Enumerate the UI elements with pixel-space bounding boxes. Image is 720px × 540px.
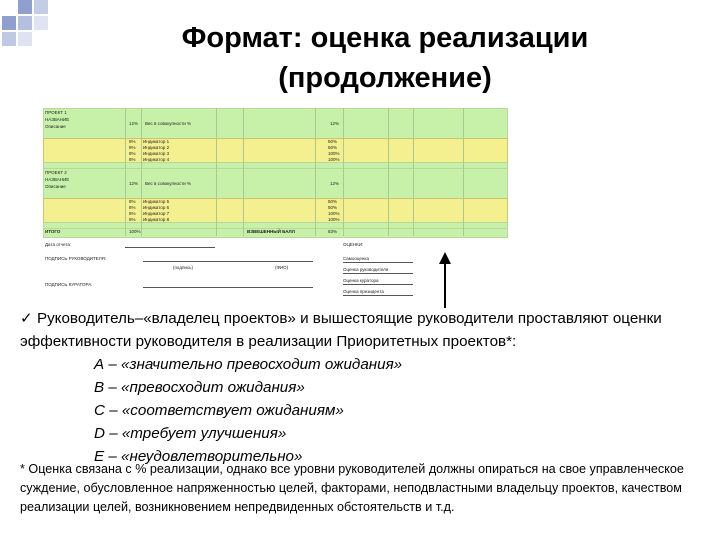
project1-desc: Описание bbox=[45, 124, 66, 129]
project2-result: 12% bbox=[330, 181, 340, 186]
project1-title: ПРОЕКТ 1 bbox=[45, 110, 67, 115]
project2-indicators bbox=[43, 198, 508, 224]
project1-goal: Вес в совокупности % bbox=[145, 121, 192, 126]
sheet-cell: Самооценка bbox=[343, 256, 369, 261]
sheet-cell: 100% bbox=[328, 151, 340, 156]
sheet-cell: 8% bbox=[129, 145, 136, 150]
sheet-cell: 100% bbox=[328, 217, 340, 222]
sheet-cell: Индикатор 4 bbox=[143, 157, 170, 162]
sheet-cell: 50% bbox=[328, 139, 338, 144]
options-label: ОЦЕНКИ: bbox=[343, 242, 364, 247]
total-label: ИТОГО bbox=[45, 229, 61, 234]
sheet-cell: Индикатор 8 bbox=[143, 217, 170, 222]
date-label: Дата отчета: bbox=[45, 242, 72, 247]
sheet-cell: 50% bbox=[328, 199, 338, 204]
weighted-value: 83% bbox=[328, 229, 338, 234]
sheet-cell: 100% bbox=[328, 157, 340, 162]
sheet-cell: Индикатор 5 bbox=[143, 199, 170, 204]
sheet-cell: Индикатор 1 bbox=[143, 139, 170, 144]
sheet-cell: 8% bbox=[129, 217, 136, 222]
sheet-cell: Индикатор 7 bbox=[143, 211, 170, 216]
sheet-cell: 100% bbox=[328, 211, 340, 216]
page-title: Формат: оценка реализации (продолжение) bbox=[181, 22, 589, 94]
project2-title: ПРОЕКТ 2 bbox=[45, 170, 67, 175]
sheet-cell: Оценка куратора bbox=[343, 278, 379, 283]
sheet-cell: Оценка руководителя bbox=[343, 267, 389, 272]
sheet-cell: 8% bbox=[129, 151, 136, 156]
project2-header-row bbox=[43, 168, 508, 200]
project2-pct: 12% bbox=[129, 181, 139, 186]
grade-b: В – «превосходит ожидания» bbox=[94, 379, 305, 396]
project1-header-row bbox=[43, 108, 508, 140]
arrow-shaft bbox=[444, 262, 446, 308]
sheet-cell: (ФИО) bbox=[275, 265, 289, 270]
sheet-cell: 50% bbox=[328, 145, 338, 150]
grade-c: С – «соответствует ожиданиям» bbox=[94, 402, 344, 419]
body-text bbox=[20, 307, 710, 468]
sheet-cell: 8% bbox=[129, 211, 136, 216]
project1-name: НАЗВАНИЕ bbox=[45, 117, 70, 122]
sheet-cell: Индикатор 3 bbox=[143, 151, 170, 156]
sheet-cell: 8% bbox=[129, 199, 136, 204]
grade-e: Е – «неудовлетворительно» bbox=[94, 448, 303, 465]
project1-pct: 12% bbox=[129, 121, 139, 126]
evaluation-form-sheet bbox=[43, 108, 508, 298]
corner-decoration bbox=[0, 0, 130, 70]
sheet-cell: 50% bbox=[328, 205, 338, 210]
total-pct: 100% bbox=[129, 229, 141, 234]
project2-goal: Вес в совокупности % bbox=[145, 181, 192, 186]
weighted-label: ВЗВЕШЕННЫЙ БАЛЛ bbox=[247, 229, 295, 234]
sheet-cell: Оценка президента bbox=[343, 289, 384, 294]
project2-desc: Описание bbox=[45, 184, 66, 189]
sheet-cell: 8% bbox=[129, 157, 136, 162]
grade-d: D – «требует улучшения» bbox=[94, 425, 287, 442]
footnote: * Оценка связана с % реализации, однако все уровни руководителей должны опираться на свое управленческое суждение, обусловленное напряженностью целей, факторами, неподвластными владельцу проектов, качеством реализации целей, возникновением непредвиденных обстоятельств и т.д. bbox=[20, 462, 684, 514]
sheet-cell: 8% bbox=[129, 139, 136, 144]
project1-indicators bbox=[43, 138, 508, 164]
curator-sign-label: ПОДПИСЬ КУРАТОРА: bbox=[45, 282, 93, 287]
project2-name: НАЗВАНИЕ bbox=[45, 177, 70, 182]
manager-sign-label: ПОДПИСЬ РУКОВОДИТЕЛЯ: bbox=[45, 256, 107, 261]
grade-a: А – «значительно превосходит ожидания» bbox=[94, 356, 403, 373]
project1-result: 12% bbox=[330, 121, 340, 126]
sheet-cell: 8% bbox=[129, 205, 136, 210]
sheet-cell: (подпись) bbox=[173, 265, 194, 270]
sheet-cell: Индикатор 2 bbox=[143, 145, 170, 150]
intro-paragraph: ✓ Руководитель–«владелец проектов» и вышестоящие руководители проставляют оценки эффективности руководителя в реализации Приоритетных проектов*: bbox=[20, 310, 662, 350]
sheet-cell: Индикатор 6 bbox=[143, 205, 170, 210]
